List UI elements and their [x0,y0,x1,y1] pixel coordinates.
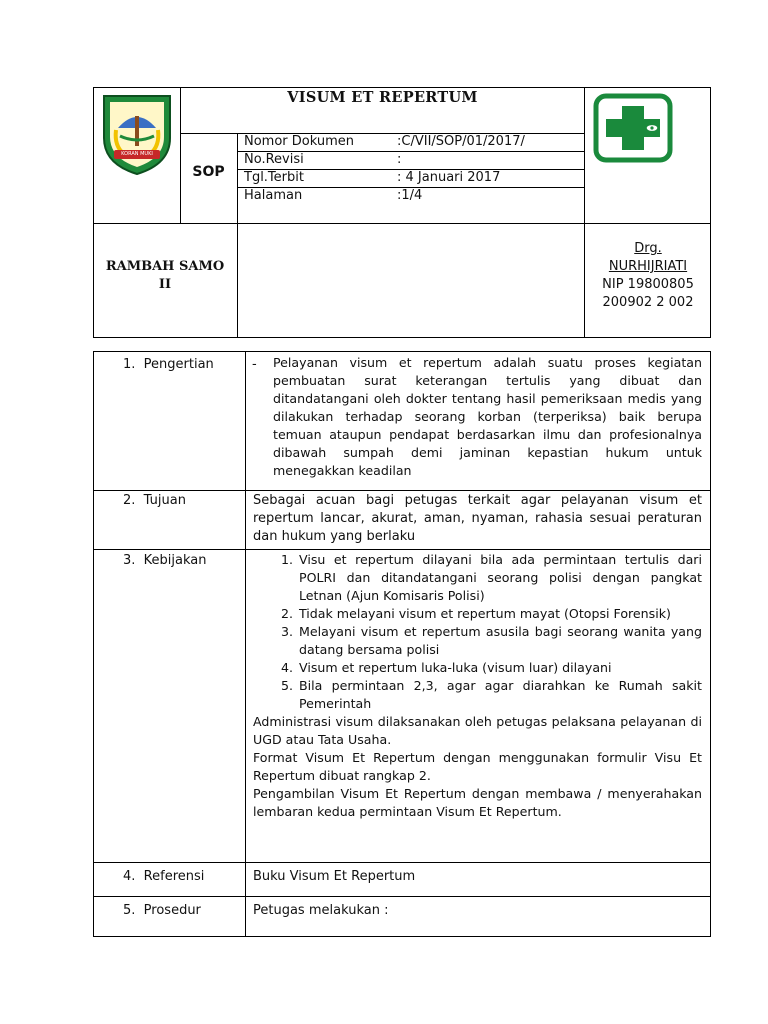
list-item: 4. Visum et repertum luka-luka (visum luar) dilayani [297,659,702,677]
doc-info-label: Tgl.Terbit [244,170,304,185]
row-label-tujuan: 2. Tujuan [123,493,186,508]
document-title: VISUM ET REPERTUM [287,89,478,106]
prosedur-text: Petugas melakukan : [253,903,389,918]
doc-info-label: No.Revisi [244,152,304,167]
kebijakan-list [253,551,702,713]
regency-crest-icon [98,92,176,178]
signatory-title: Drg. [634,241,662,256]
row-label-prosedur: 5. Prosedur [123,903,201,918]
list-item: 3. Melayani visum et repertum asusila bagi seorang wanita yang datang bersama polisi [297,623,702,659]
kebijakan-paragraph: Format Visum Et Repertum dengan menggunakan formulir Visu Et Repertum dibuat rangkap 2. [253,750,702,783]
signatory-block [587,240,709,312]
row-label-kebijakan: 3. Kebijakan [123,553,207,568]
doc-info-label: Nomor Dokumen [244,134,355,149]
referensi-text: Buku Visum Et Repertum [253,869,416,884]
signatory-nip-1: NIP 19800805 [602,277,694,292]
crest-motto: KORAN MUKI [121,151,153,157]
signatory-nip-2: 200902 2 002 [602,295,694,310]
list-item: 1. Visu et repertum dilayani bila ada permintaan tertulis dari POLRI dan ditandatangani seorang polisi dengan pangkat Letnan (Ajun Komisaris Polisi) [297,551,702,605]
kebijakan-paragraph: Pengambilan Visum Et Repertum dengan membawa / menyerahakan lembaran kedua permintaan Visum Et Repertum. [253,786,702,819]
tujuan-text: Sebagai acuan bagi petugas terkait agar pelayanan visum et repertum lancar, akurat, aman, nyaman, rahasia sesuai peraturan dan hukum yang berlaku [253,493,702,544]
list-item: 5. Bila permintaan 2,3, agar agar diarahkan ke Rumah sakit Pemerintah [297,677,702,713]
doc-info-label: Halaman [244,188,303,203]
doc-info-value: : 4 Januari 2017 [397,170,501,185]
institution-name: RAMBAH SAMO II [105,259,225,292]
doc-info-value: : [397,152,402,167]
list-item: 2. Tidak melayani visum et repertum mayat (Otopsi Forensik) [297,605,702,623]
puskesmas-cross-icon [590,92,676,164]
sop-label: SOP [192,164,225,180]
pengertian-bullet: - [252,357,257,372]
kebijakan-paragraph: Administrasi visum dilaksanakan oleh petugas pelaksana pelayanan di UGD atau Tata Usaha. [253,714,702,747]
signatory-name: NURHIJRIATI [608,259,688,274]
kebijakan-content [253,551,702,821]
doc-info-value: :C/VII/SOP/01/2017/ [397,134,525,149]
row-label-referensi: 4. Referensi [123,869,205,884]
doc-info-value: :1/4 [397,188,423,203]
pengertian-text: Pelayanan visum et repertum adalah suatu proses kegiatan pembuatan surat keterangan tertulis yang dibuat dan ditandatangani oleh dokter tentang hasil pemeriksaan medis yang dilakukan terhadap seorang korban (terperiksa) baik berupa temuan ataupun pendapat berdasarkan ilmu dan profesionalnya dibawah sumpah demi jaminan kepastian hukum untuk menegakkan keadilan [273,355,702,478]
row-label-pengertian: 1. Pengertian [123,357,214,372]
